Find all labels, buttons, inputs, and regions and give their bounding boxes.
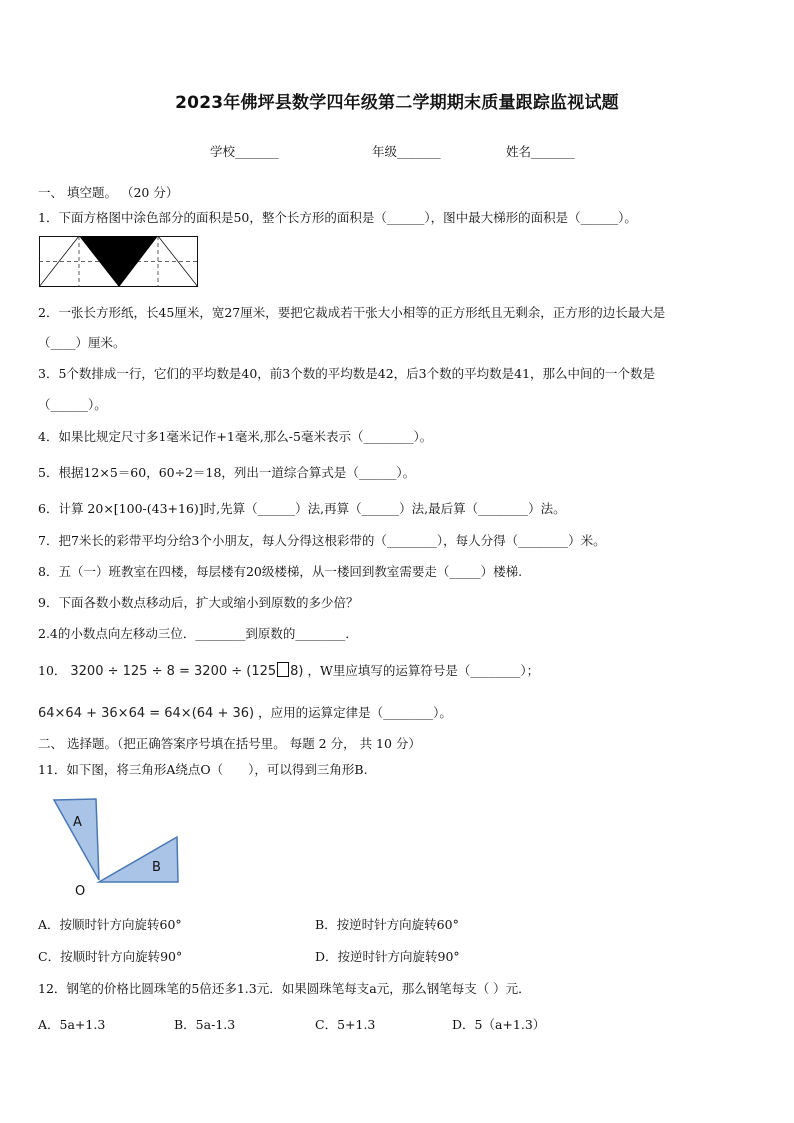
question-9-line-2: 2.4的小数点向左移动三位．________到原数的________．: [38, 626, 358, 641]
section-2-header: 二、 选择题。（把正确答案序号填在括号里。 每题 2 分， 共 10 分）: [38, 736, 421, 751]
q12-option-d: D．5（a+1.3）: [452, 1017, 546, 1032]
rotation-figure: [44, 795, 194, 905]
question-10-text-2: ，应用的运算定律是（________）。: [258, 705, 452, 720]
operator-box: [277, 662, 289, 677]
q12-option-a: A．5a+1.3: [38, 1017, 106, 1032]
question-2-line-1: 2．一张长方形纸，长45厘米，宽27厘米，要把它裁成若干张大小相等的正方形纸且无剩余，正方形的边长最大是: [38, 305, 666, 320]
question-5: 5．根据12×5＝60，60÷2＝18，列出一道综合算式是（______）。: [38, 465, 416, 480]
question-10-number: 10．: [38, 663, 67, 678]
question-1: 1．下面方格图中涂色部分的面积是50，整个长方形的面积是（______），图中最大梯形的面积是（______）。: [38, 210, 637, 225]
triangle-a: [54, 799, 99, 880]
name-field: 姓名_______: [506, 144, 575, 159]
page-title: 2023年佛坪县数学四年级第二学期期末质量跟踪监视试题: [175, 93, 619, 113]
question-1-grid-figure: [39, 236, 199, 288]
question-2-line-2: （____）厘米。: [38, 335, 126, 350]
question-7: 7．把7米长的彩带平均分给3个小朋友，每人分得这根彩带的（________），每人分得（________）米。: [38, 533, 606, 548]
q11-option-d: D．按逆时针方向旋转90°: [315, 949, 460, 964]
q12-option-c: C．5+1.3: [315, 1017, 376, 1032]
distributive-expression: 64×64 + 36×64 = 64×(64 + 36): [38, 706, 255, 721]
question-12: 12．钢笔的价格比圆珠笔的5倍还多1.3元．如果圆珠笔每支a元，那么钢笔每支（ ）元．: [38, 981, 531, 996]
q11-option-b: B．按逆时针方向旋转60°: [315, 917, 459, 932]
triangle-b-label: B: [152, 860, 161, 875]
q11-option-c: C．按顺时针方向旋转90°: [38, 949, 183, 964]
question-3-line-1: 3．5个数排成一行，它们的平均数是40，前3个数的平均数是42，后3个数的平均数是41，那么中间的一个数是: [38, 366, 656, 381]
q12-option-b: B．5a-1.3: [174, 1017, 236, 1032]
question-10-line-1: [38, 661, 539, 679]
point-o-label: O: [75, 884, 86, 899]
question-6: 6．计算 20×[100-(43+16)]时,先算（______）法,再算（______）法,最后算（________）法。: [38, 501, 566, 516]
triangle-b: [99, 837, 178, 882]
q11-option-a: A．按顺时针方向旋转60°: [38, 917, 182, 932]
question-9-line-1: 9．下面各数小数点移动后，扩大或缩小到原数的多少倍？: [38, 595, 359, 610]
division-expression-part-2: 8): [290, 664, 304, 679]
question-10-line-2: [38, 703, 452, 721]
question-11: 11．如下图，将三角形A绕点O（ ），可以得到三角形B.: [38, 762, 368, 777]
question-3-line-2: （______）。: [38, 397, 107, 412]
question-4: 4．如果比规定尺寸多1毫米记作+1毫米,那么-5毫米表示（________）。: [38, 429, 433, 444]
section-1-header: 一、 填空题。 （20 分）: [38, 185, 179, 200]
division-expression-part-1: 3200 ÷ 125 ÷ 8 = 3200 ÷ (125: [70, 664, 277, 679]
question-8: 8．五（一）班教室在四楼，每层楼有20级楼梯，从一楼回到教室需要走（_____）楼梯.: [38, 564, 523, 579]
question-10-text-1: ，W里应填写的运算符号是（________）；: [307, 663, 540, 678]
grade-field: 年级_______: [372, 144, 441, 159]
school-field: 学校_______: [210, 144, 279, 159]
triangle-a-label: A: [73, 815, 82, 830]
